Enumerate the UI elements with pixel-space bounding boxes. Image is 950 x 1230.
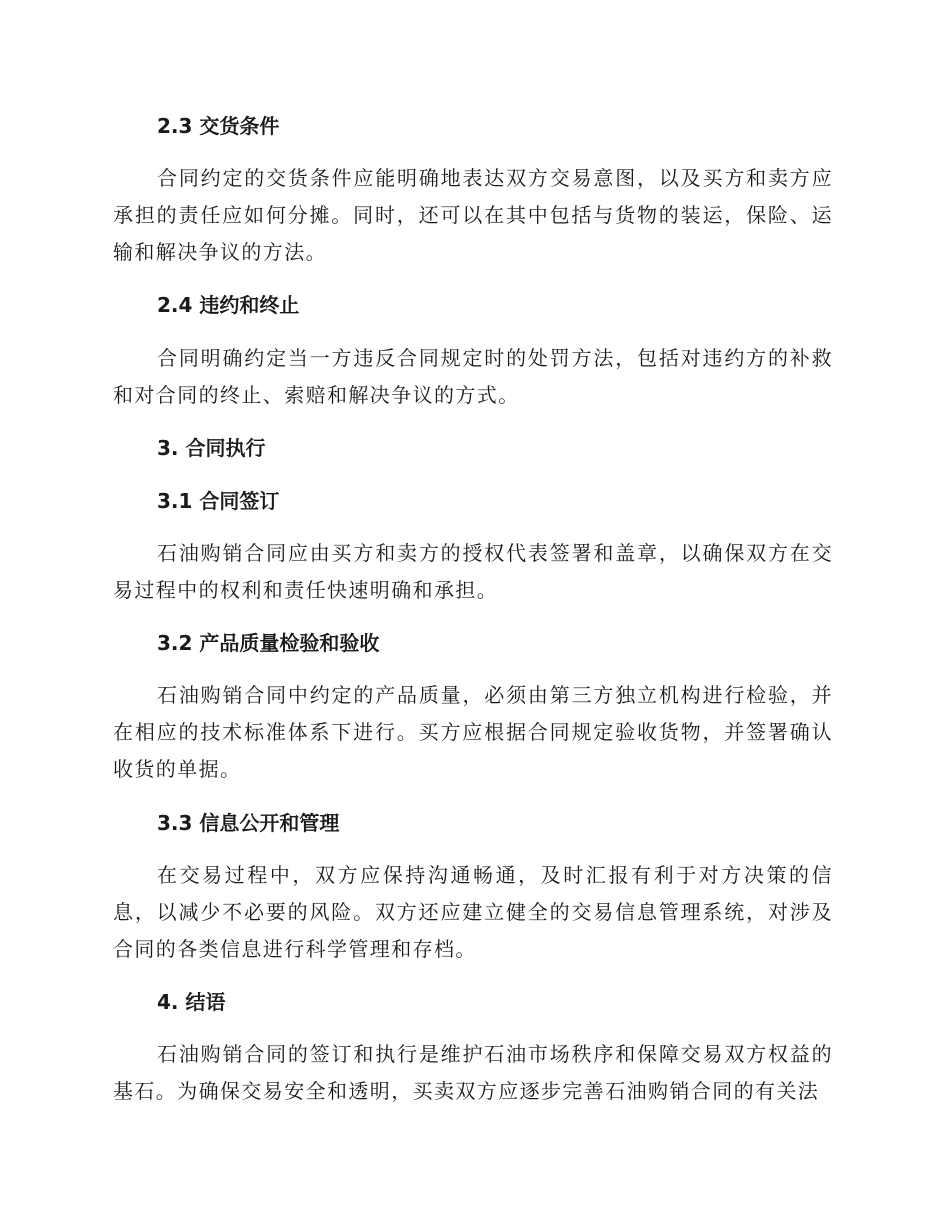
heading-3-3: 3.3 信息公开和管理 xyxy=(157,811,340,835)
heading-3: 3. 合同执行 xyxy=(157,436,266,460)
paragraph-3-3: 在交易过程中，双方应保持沟通畅通，及时汇报有利于对方决策的信息，以减少不必要的风险。双方还应建立健全的交易信息管理系统，对涉及合同的各类信息进行科学管理和存档。 xyxy=(113,863,833,961)
heading-2-3: 2.3 交货条件 xyxy=(157,114,280,138)
paragraph-2-4: 合同明确约定当一方违反合同规定时的处罚方法，包括对违约方的补救和对合同的终止、索赔和解决争议的方式。 xyxy=(113,346,833,407)
heading-2-4: 2.4 违约和终止 xyxy=(157,293,300,317)
heading-3-2: 3.2 产品质量检验和验收 xyxy=(157,631,380,655)
paragraph-4: 石油购销合同的签订和执行是维护石油市场秩序和保障交易双方权益的基石。为确保交易安全和透明，买卖双方应逐步完善石油购销合同的有关法 xyxy=(113,1042,833,1103)
paragraph-2-3: 合同约定的交货条件应能明确地表达双方交易意图，以及买方和卖方应承担的责任应如何分摊。同时，还可以在其中包括与货物的装运，保险、运输和解决争议的方法。 xyxy=(113,166,833,264)
heading-4: 4. 结语 xyxy=(157,990,226,1014)
heading-3-1: 3.1 合同签订 xyxy=(157,489,280,513)
paragraph-3-2: 石油购销合同中约定的产品质量，必须由第三方独立机构进行检验，并在相应的技术标准体系下进行。买方应根据合同规定验收货物，并签署确认收货的单据。 xyxy=(113,683,833,781)
paragraph-3-1: 石油购销合同应由买方和卖方的授权代表签署和盖章，以确保双方在交易过程中的权利和责任快速明确和承担。 xyxy=(113,541,833,602)
